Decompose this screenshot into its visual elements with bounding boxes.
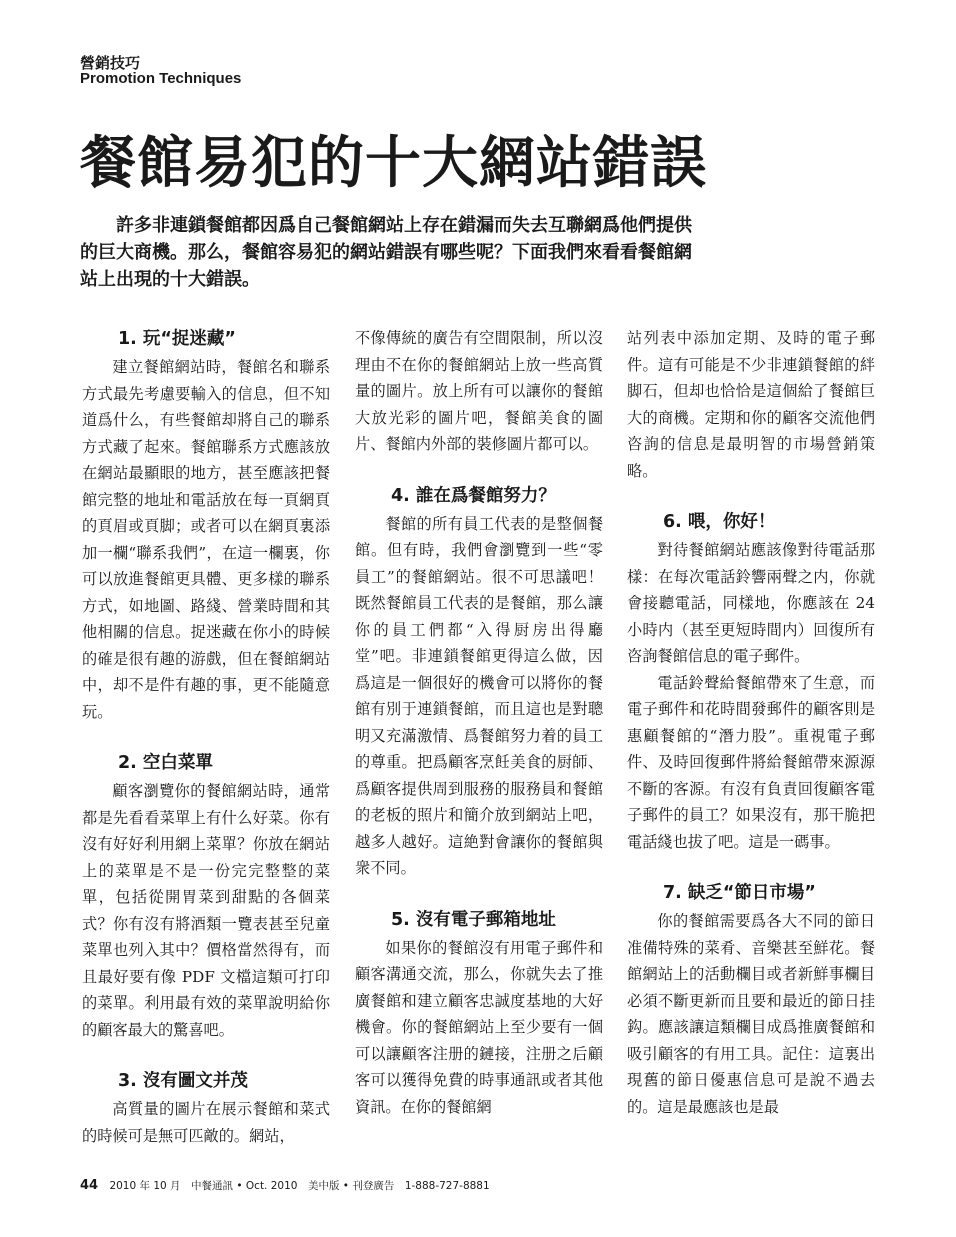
article-title: 餐館易犯的十大網站錯誤 [80,130,707,196]
footer-text: 2010 年 10 月 中餐通訊 • Oct. 2010 美中版 • 刊登廣告 1-888-727-8881 [109,1180,490,1192]
column-1 [82,325,330,1149]
page-footer [80,1178,490,1193]
section-7-heading: 7. 缺乏“節日市場” [663,883,816,903]
section-3-paragraph-start: 高質量的圖片在展示餐館和菜式的時候可是無可匹敵的。網站， [82,1100,330,1145]
section-5-paragraph-cont: 站列表中添加定期、及時的電子郵件。這有可能是不少非連鎖餐館的絆脚石，但却也恰恰是這個給了餐館巨大的商機。定期和你的顧客交流他們咨詢的信息是最明智的市場營銷策略。 [627,329,875,480]
section-6-paragraph-2: 電話鈴聲給餐館帶來了生意，而電子郵件和花時間發郵件的顧客則是惠顧餐館的“潛力股”。重視電子郵件、及時回復郵件將給餐館帶來源源不斷的客源。有沒有負責回復顧客電子郵件的員工？如果沒有，那干脆把電話綫也拔了吧。這是一碼事。 [627,673,875,851]
section-6-paragraph-1: 對待餐館網站應該像對待電話那樣：在每次電話鈴響兩聲之内，你就會接聽電話，同樣地，你應該在 24 小時内（甚至更短時間内）回復所有咨詢餐館信息的電子郵件。 [627,541,875,665]
section-1-paragraph: 建立餐館網站時，餐館名和聯系方式最先考慮要輸入的信息，但不知道爲什么，有些餐館却將自己的聯系方式藏了起來。餐館聯系方式應該放在網站最顯眼的地方，甚至應該把餐館完整的地址和電話放在每一頁網頁的頁眉或頁脚；或者可以在網頁裏添加一欄“聯系我們”，在這一欄裏，你可以放進餐館更具體、更多樣的聯系方式，如地圖、路綫、營業時間和其他相關的信息。捉迷藏在你小的時候的確是很有趣的游戲，但在餐館網站中，却不是件有趣的事，更不能隨意玩。 [82,358,330,721]
page-number: 44 [80,1178,99,1193]
section-1-heading: 1. 玩“捉迷藏” [118,329,236,349]
column-2 [355,325,603,1120]
section-3-heading: 3. 沒有圖文并茂 [118,1071,248,1091]
section-3-paragraph-cont: 不像傳統的廣告有空間限制，所以沒理由不在你的餐館網站上放一些高質量的圖片。放上所有可以讓你的餐館大放光彩的圖片吧，餐館美食的圖片、餐館内外部的裝修圖片都可以。 [355,329,603,453]
section-4-heading: 4. 誰在爲餐館努力？ [391,485,556,506]
section-7-paragraph: 你的餐館需要爲各大不同的節日准備特殊的菜肴、音樂甚至鮮花。餐館網站上的活動欄目或者新鮮事欄目必須不斷更新而且要和最近的節日挂鈎。應該讓這類欄目成爲推廣餐館和吸引顧客的有用工具。記住：這裏出現舊的節日優惠信息可是說不過去的。這是最應該也是最 [627,912,875,1116]
section-2-heading: 2. 空白菜單 [118,753,213,773]
section-5-paragraph-start: 如果你的餐館沒有用電子郵件和顧客溝通交流，那么，你就失去了推廣餐館和建立顧客忠誠度基地的大好機會。你的餐館網站上至少要有一個可以讓顧客注册的鏈接，注册之后顧客可以獲得免費的時事通訊或者其他資訊。在你的餐館網 [355,938,603,1116]
section-label-cn: 營銷技巧 [80,54,141,72]
section-4-paragraph: 餐館的所有員工代表的是整個餐館。但有時，我們會瀏覽到一些“零員工”的餐館網站。很不可思議吧！既然餐館員工代表的是餐館，那么讓你的員工們都“入得厨房出得廳堂”吧。非連鎖餐館更得這么做，因爲這是一個很好的機會可以將你的餐館有別于連鎖餐館，而且這也是對聰明又充滿激情、爲餐館努力着的員工的尊重。把爲顧客烹飪美食的厨師、爲顧客提供周到服務的服務員和餐館的老板的照片和簡介放到網站上吧，越多人越好。這絶對會讓你的餐館與衆不同。 [355,514,603,877]
section-5-heading: 5. 沒有電子郵箱地址 [391,909,556,930]
column-3 [627,325,875,1120]
section-label-en: Promotion Techniques [80,70,242,87]
article-intro: 許多非連鎖餐館都因爲自己餐館網站上存在錯漏而失去互聯網爲他們提供的巨大商機。那么，餐館容易犯的網站錯誤有哪些呢？下面我們來看看餐館網站上出現的十大錯誤。 [80,215,692,290]
section-2-paragraph: 顧客瀏覽你的餐館網站時，通常都是先看看菜單上有什么好菜。你有沒有好好利用網上菜單？你放在網站上的菜單是不是一份完完整整的菜單，包括從開胃菜到甜點的各個菜式？你有沒有將酒類一覽表甚至兒童菜單也列入其中？價格當然得有，而且最好要有像 PDF 文檔這類可打印的菜單。利用最有效的菜單說明給你的顧客最大的驚喜吧。 [82,782,330,1039]
section-6-heading: 6. 喂，你好！ [663,512,776,532]
